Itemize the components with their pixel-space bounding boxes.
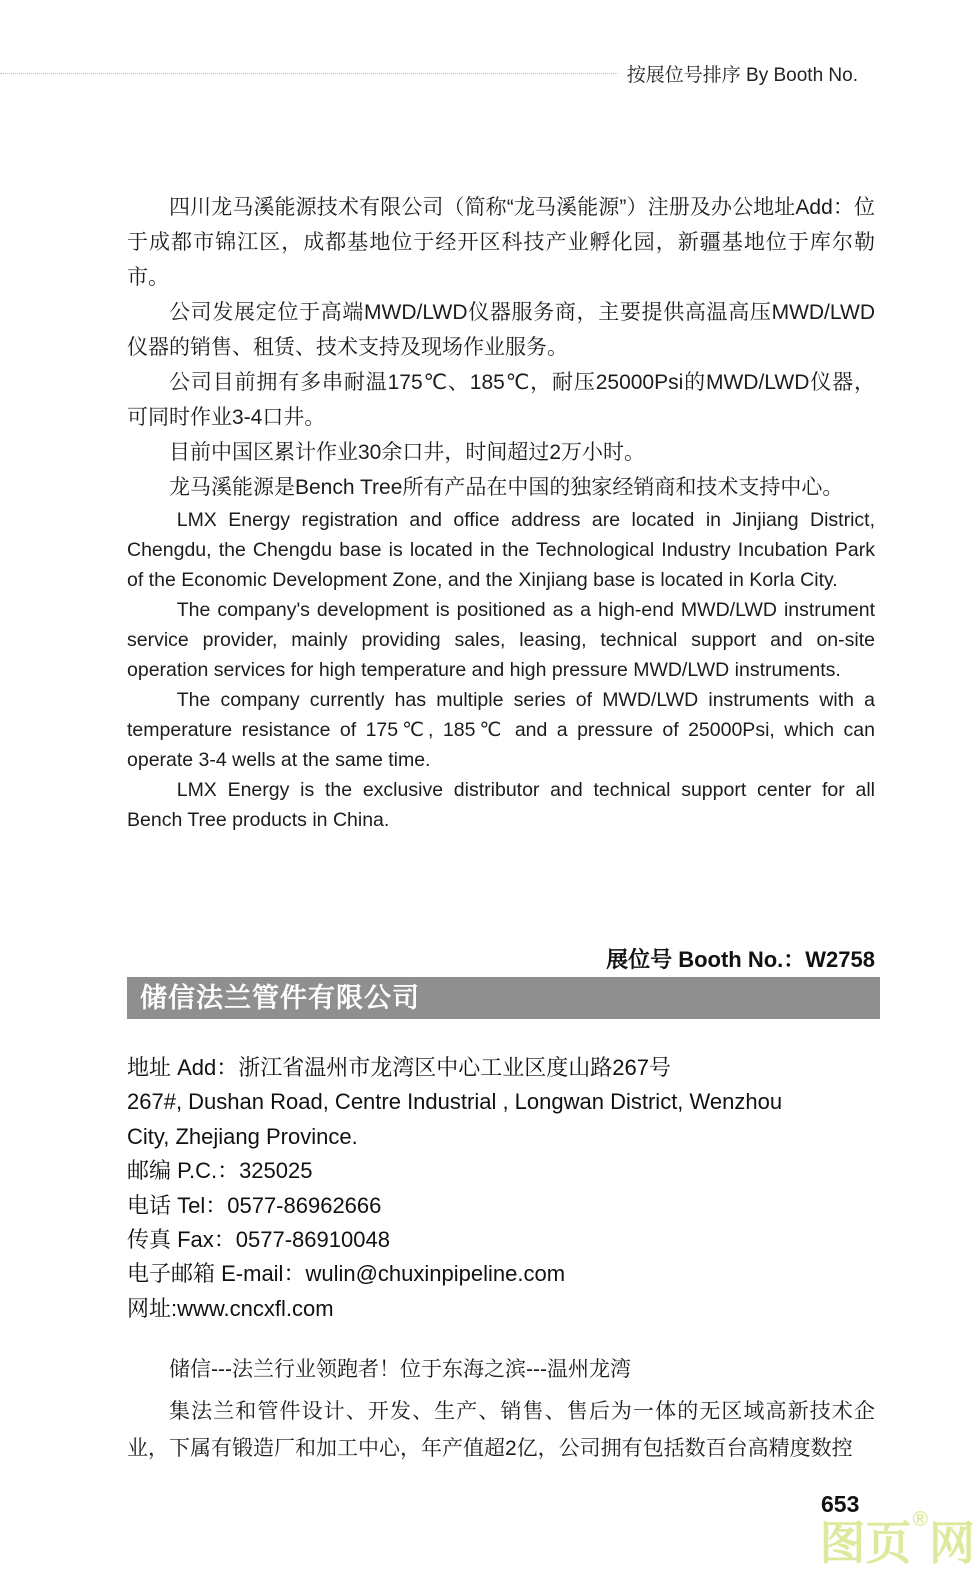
chuxin-company-intro (127, 1351, 875, 1467)
contact-telephone: 电话 Tel：0577-86962666 (127, 1192, 382, 1218)
intro-paragraph: 集法兰和管件设计、开发、生产、销售、售后为一体的无区域高新技术企业，下属有锻造厂和加工中心，年产值超2亿，公司拥有包括数百台高精度数控 (127, 1400, 875, 1460)
header-divider (0, 73, 618, 74)
profile-paragraph-en: LMX Energy is the exclusive distributor and technical support center for all Bench Tree products in China. (127, 779, 875, 831)
watermark-text-right: 网 (929, 1517, 975, 1569)
profile-paragraph-zh: 目前中国区累计作业30余口井，时间超过2万小时。 (169, 441, 646, 464)
sort-order-label: 按展位号排序 By Booth No. (626, 65, 858, 86)
profile-paragraph-en: The company's development is positioned as a high-end MWD/LWD instrument service provider, mainly providing sales, leasing, technical support and on-site operation services for high temperature and high pressure MWD/LWD instruments. (127, 599, 875, 681)
profile-paragraph-zh: 四川龙马溪能源技术有限公司（简称“龙马溪能源”）注册及办公地址Add：位于成都市锦江区，成都基地位于经开区科技产业孵化园，新疆基地位于库尔勒市。 (127, 196, 875, 289)
contact-address-zh: 地址 Add：浙江省温州市龙湾区中心工业区度山路267号 (127, 1055, 671, 1080)
contact-address-en-line2: City, Zhejiang Province. (127, 1123, 358, 1149)
registered-mark-icon: ® (912, 1508, 928, 1531)
contact-fax: 传真 Fax：0577-86910048 (127, 1227, 390, 1253)
page-header (0, 60, 858, 87)
company-name-banner: 储信法兰管件有限公司 (127, 977, 880, 1019)
lmx-company-profile (127, 190, 875, 835)
profile-paragraph-zh: 龙马溪能源是Bench Tree所有产品在中国的独家经销商和技术支持中心。 (169, 476, 844, 499)
contact-postcode: 邮编 P.C.：325025 (127, 1158, 313, 1184)
contact-address-en-line1: 267#, Dushan Road, Centre Industrial , Longwan District, Wenzhou (127, 1089, 783, 1115)
profile-paragraph-zh: 公司发展定位于高端MWD/LWD仪器服务商，主要提供高温高压MWD/LWD仪器的销售、租赁、技术支持及现场作业服务。 (127, 301, 875, 359)
profile-paragraph-zh: 公司目前拥有多串耐温175℃、185℃，耐压25000Psi的MWD/LWD仪器，可同时作业3-4口井。 (127, 371, 875, 429)
profile-paragraph-en: LMX Energy registration and office address are located in Jinjiang District, Chengdu, the Chengdu base is located in the Technological Industry Incubation Park of the Economic Development Zone, and the Xinjiang base is located in Korla City. (127, 509, 875, 591)
contact-block (127, 1051, 887, 1326)
page-number: 653 (821, 1491, 860, 1517)
intro-tagline: 储信---法兰行业领跑者！位于东海之滨---温州龙湾 (169, 1358, 631, 1381)
booth-number: 展位号 Booth No.：W2758 (606, 947, 875, 972)
contact-website: 网址:www.cncxfl.com (127, 1295, 334, 1321)
watermark-text-left: 图页 (819, 1517, 912, 1569)
contact-email: 电子邮箱 E-mail：wulin@chuxinpipeline.com (127, 1261, 566, 1287)
profile-paragraph-en: The company currently has multiple series of MWD/LWD instruments with a temperature resistance of 175℃, 185℃ and a pressure of 25000Psi, which can operate 3-4 wells at the same time. (127, 689, 875, 771)
watermark-logo (819, 1508, 975, 1569)
